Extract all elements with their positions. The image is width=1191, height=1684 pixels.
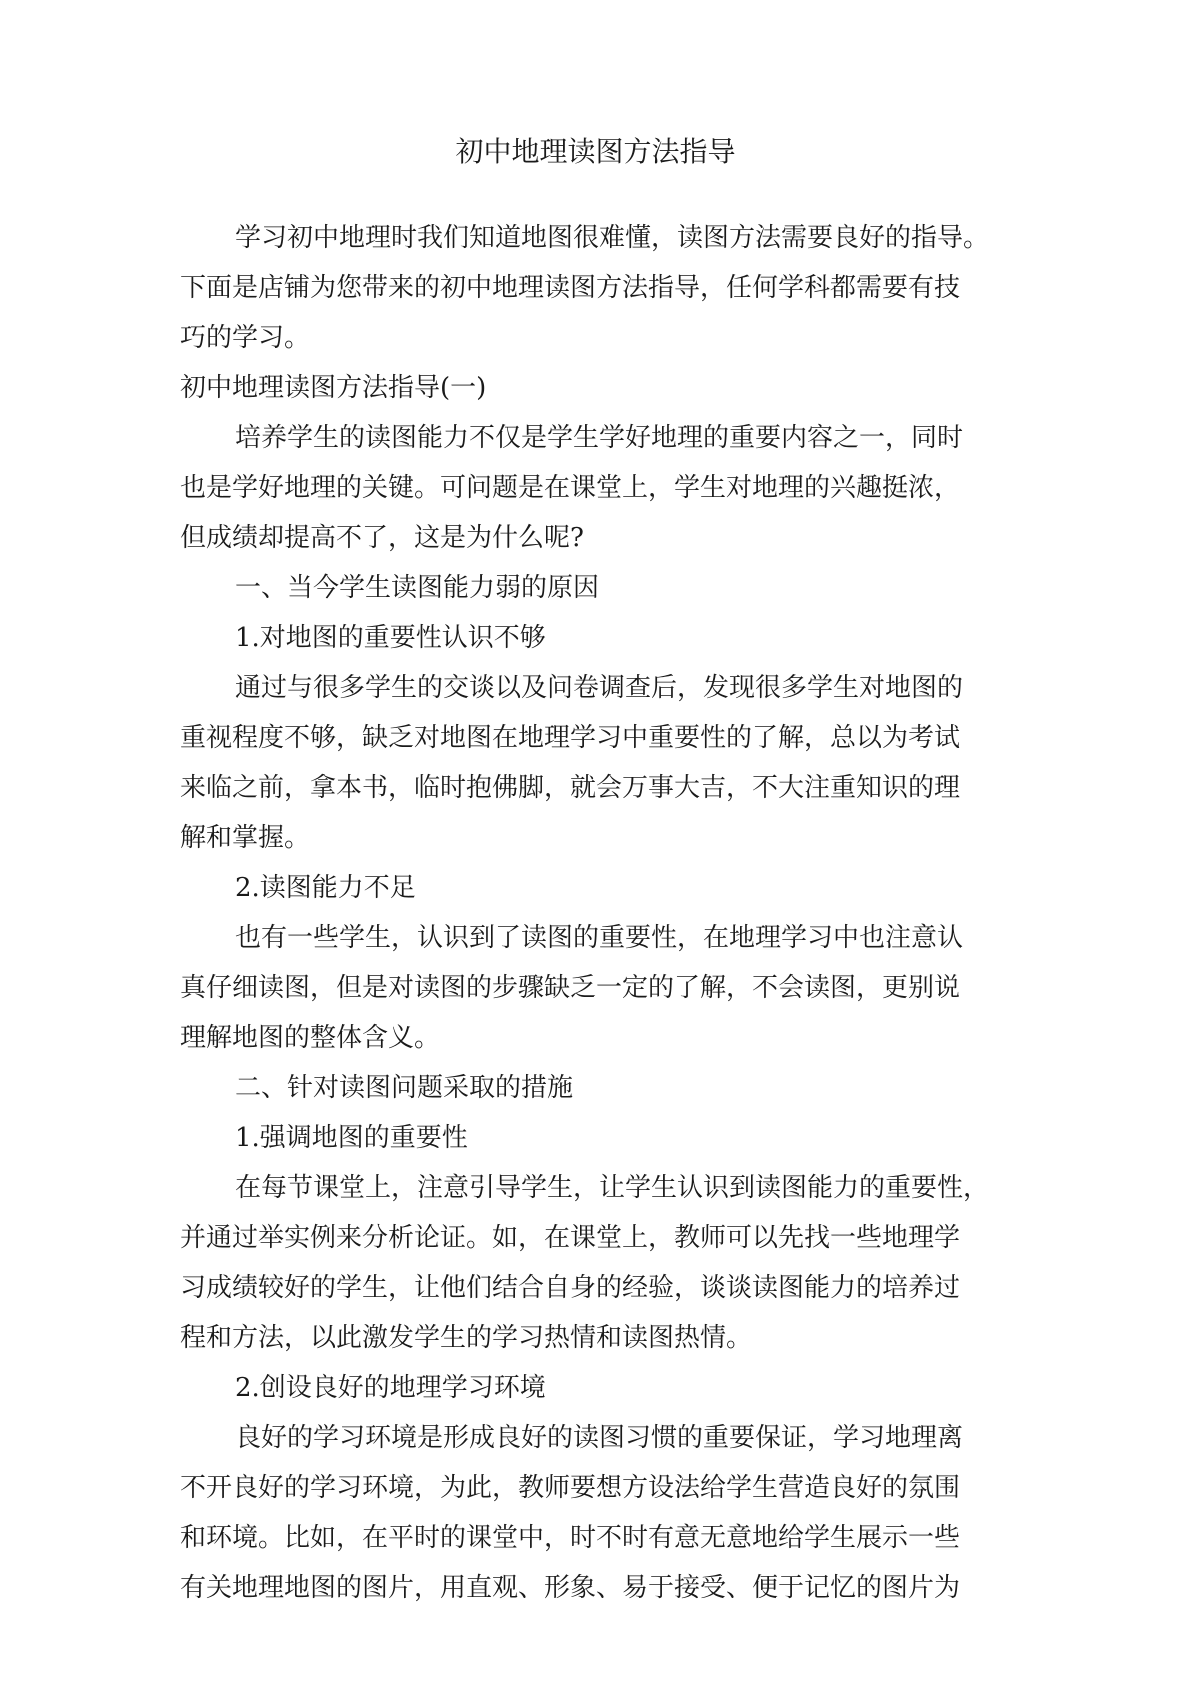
text-line: 并通过举实例来分析论证。如，在课堂上，教师可以先找一些地理学 (180, 1223, 961, 1253)
text-line: 二、针对读图问题采取的措施 (235, 1073, 574, 1103)
text-line: 程和方法，以此激发学生的学习热情和读图热情。 (180, 1323, 753, 1353)
text-line: 良好的学习环境是形成良好的读图习惯的重要保证，学习地理离 (235, 1423, 964, 1453)
text-line: 1.强调地图的重要性 (235, 1123, 468, 1153)
text-line: 重视程度不够，缺乏对地图在地理学习中重要性的了解，总以为考试 (180, 723, 961, 753)
text-line: 有关地理地图的图片，用直观、形象、易于接受、便于记忆的图片为 (180, 1573, 961, 1603)
text-line: 也是学好地理的关键。可问题是在课堂上，学生对地理的兴趣挺浓， (180, 473, 961, 503)
text-line: 来临之前，拿本书，临时抱佛脚，就会万事大吉，不大注重知识的理 (180, 773, 961, 803)
text-line: 真仔细读图，但是对读图的步骤缺乏一定的了解，不会读图，更别说 (180, 973, 961, 1003)
text-line: 通过与很多学生的交谈以及问卷调查后，发现很多学生对地图的 (235, 673, 964, 703)
text-line: 和环境。比如，在平时的课堂中，时不时有意无意地给学生展示一些 (180, 1523, 961, 1553)
text-line: 在每节课堂上，注意引导学生，让学生认识到读图能力的重要性， (235, 1173, 990, 1203)
text-line: 1.对地图的重要性认识不够 (235, 623, 546, 653)
text-line: 理解地图的整体含义。 (180, 1023, 441, 1053)
document-body (180, 213, 1040, 1613)
text-line: 初中地理读图方法指导(一) (180, 373, 487, 403)
text-line: 解和掌握。 (180, 823, 311, 853)
text-line: 下面是店铺为您带来的初中地理读图方法指导，任何学科都需要有技 (180, 273, 961, 303)
text-line: 巧的学习。 (180, 323, 311, 353)
text-line: 2.读图能力不足 (235, 873, 416, 903)
text-line: 习成绩较好的学生，让他们结合自身的经验，谈谈读图能力的培养过 (180, 1273, 961, 1303)
text-line: 也有一些学生，认识到了读图的重要性，在地理学习中也注意认 (235, 923, 964, 953)
text-line: 但成绩却提高不了，这是为什么呢? (180, 523, 584, 553)
text-line: 一、当今学生读图能力弱的原因 (235, 573, 600, 603)
text-line: 学习初中地理时我们知道地图很难懂，读图方法需要良好的指导。 (235, 223, 990, 253)
text-line: 不开良好的学习环境，为此，教师要想方设法给学生营造良好的氛围 (180, 1473, 961, 1503)
text-line: 培养学生的读图能力不仅是学生学好地理的重要内容之一，同时 (235, 423, 964, 453)
text-line: 2.创设良好的地理学习环境 (235, 1373, 546, 1403)
document-title: 初中地理读图方法指导 (455, 135, 736, 168)
